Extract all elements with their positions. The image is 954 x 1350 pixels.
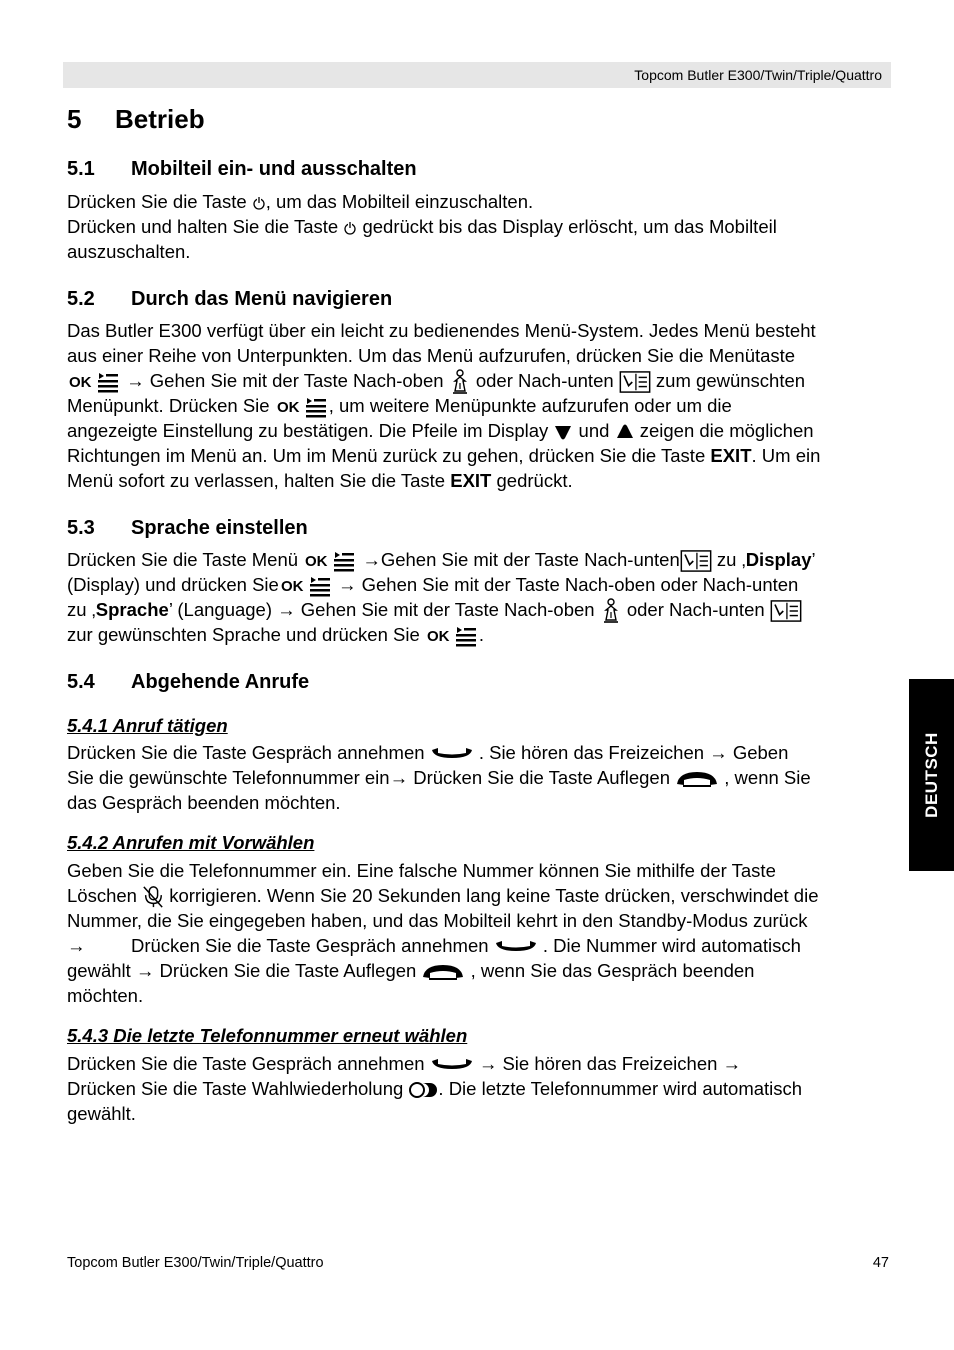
text-run: Richtungen im Menü an. Um im Menü zurück zu gehen, drücken Sie die Taste bbox=[67, 445, 711, 466]
text-run: Menü sofort zu verlassen, halten Sie die Taste bbox=[67, 470, 451, 491]
text-run: auszuschalten. bbox=[67, 241, 191, 262]
text-run: Nummer, die Sie eingegeben haben, und das Mobilteil kehrt in den Standby-Modus zurück bbox=[67, 910, 808, 931]
text-run: , wenn Sie das Gespräch beenden bbox=[465, 960, 755, 981]
subsection-5-4-2-heading: 5.4.2 Anrufen mit Vorwählen bbox=[67, 832, 315, 853]
text-run: ’ bbox=[811, 549, 816, 570]
section-5-3-heading bbox=[67, 517, 308, 540]
text-run: gedrückt. bbox=[491, 470, 573, 491]
subsection-5-4-1-heading: 5.4.1 Anruf tätigen bbox=[67, 715, 228, 736]
text-run: gedrückt bis das Display erlöscht, um das Mobilteil bbox=[357, 216, 777, 237]
text-run: oder Nach-unten bbox=[470, 370, 619, 391]
section-title: Mobilteil ein- und ausschalten bbox=[131, 158, 417, 180]
subsection-5-4-3-text bbox=[67, 1051, 889, 1126]
text-run: ’ (Language) → Gehen Sie mit der Taste Nach-oben bbox=[168, 599, 600, 620]
text-run: . Die Nummer wird automatisch bbox=[537, 935, 801, 956]
text-run: Geben Sie die Telefonnummer ein. Eine falsche Nummer können Sie mithilfe der Taste bbox=[67, 860, 776, 881]
ok-menu-icon bbox=[425, 624, 479, 648]
text-run: → Sie hören das Freizeichen → bbox=[473, 1053, 742, 1074]
up-key-icon bbox=[449, 369, 471, 395]
subsection-5-4-1-text bbox=[67, 740, 889, 815]
text-run: das Gespräch beenden möchten. bbox=[67, 792, 341, 813]
section-number: 5.2 bbox=[67, 288, 95, 310]
text-run: möchten. bbox=[67, 985, 144, 1006]
text-run: Drücken und halten Sie die Taste bbox=[67, 216, 344, 237]
arrow-up-icon bbox=[615, 422, 635, 442]
text-run: zur gewünschten Sprache und drücken Sie bbox=[67, 624, 425, 645]
text-run: →Gehen Sie mit der Taste Nach-unten bbox=[357, 549, 680, 570]
section-5-2-heading bbox=[67, 288, 392, 311]
hang-up-icon bbox=[421, 963, 465, 981]
page-number: 47 bbox=[872, 1255, 889, 1271]
text-run: oder Nach-unten bbox=[621, 599, 770, 620]
text-run: (Display) und drücken Sie bbox=[67, 574, 279, 595]
section-number: 5.4 bbox=[67, 671, 95, 693]
text-run: Das Butler E300 verfügt über ein leicht zu bedienendes Menü-System. Jedes Menü besteht bbox=[67, 320, 816, 341]
text-run: . Die letzte Telefonnummer wird automatisch bbox=[438, 1078, 803, 1099]
text-run: und bbox=[573, 420, 615, 441]
text-run: , wenn Sie bbox=[719, 767, 811, 788]
down-key-icon bbox=[619, 371, 651, 393]
text-run: Drücken Sie die Taste Menü bbox=[67, 549, 304, 570]
ok-menu-icon bbox=[303, 549, 357, 573]
answer-call-icon bbox=[430, 1057, 474, 1073]
chapter-number: 5 bbox=[67, 104, 82, 134]
menu-option-label: Display bbox=[745, 549, 812, 570]
side-tab-label: DEUTSCH bbox=[921, 732, 941, 818]
subsection-5-4-3-heading: 5.4.3 Die letzte Telefonnummer erneut wählen bbox=[67, 1025, 468, 1046]
text-run: Löschen bbox=[67, 885, 143, 906]
down-key-icon bbox=[680, 550, 712, 572]
section-5-3-text bbox=[67, 547, 889, 647]
section-5-4-heading bbox=[67, 671, 309, 694]
text-run: , um das Mobilteil einzuschalten. bbox=[265, 191, 534, 212]
text-run: → Gehen Sie mit der Taste Nach-oben oder Nach-unten bbox=[332, 574, 799, 595]
section-title: Sprache einstellen bbox=[131, 517, 308, 539]
text-run: zu ‚ bbox=[711, 549, 746, 570]
header-text: Topcom Butler E300/Twin/Triple/Quattro bbox=[634, 67, 882, 83]
chapter-title-text: Betrieb bbox=[115, 104, 205, 134]
down-key-icon bbox=[770, 600, 802, 622]
language-side-tab bbox=[909, 679, 954, 871]
text-run: gewählt. bbox=[67, 1103, 136, 1124]
arrow-down-icon bbox=[553, 422, 573, 442]
hang-up-icon bbox=[675, 770, 719, 788]
text-run: → bbox=[67, 935, 86, 956]
section-5-1-heading bbox=[67, 158, 417, 181]
page-header bbox=[63, 62, 891, 88]
text-run: angezeigte Einstellung zu bestätigen. Die Pfeile im Display bbox=[67, 420, 554, 441]
power-icon bbox=[252, 196, 266, 210]
section-5-1-text bbox=[67, 189, 889, 264]
text-run: aus einer Reihe von Unterpunkten. Um das Menü aufzurufen, drücken Sie die Menütaste bbox=[67, 345, 796, 366]
ok-menu-icon bbox=[279, 574, 333, 598]
clear-key-icon bbox=[142, 885, 164, 909]
text-run: → Gehen Sie mit der Taste Nach-oben bbox=[121, 370, 449, 391]
text-run: zum gewünschten bbox=[650, 370, 806, 391]
text-run: . Sie hören das Freizeichen → Geben bbox=[473, 742, 789, 763]
text-run: Sie die gewünschte Telefonnummer ein→ Drücken Sie die Taste Auflegen bbox=[67, 767, 676, 788]
text-run: Drücken Sie die Taste Gespräch annehmen bbox=[67, 742, 430, 763]
answer-call-icon bbox=[430, 746, 474, 762]
text-run: zu ‚ bbox=[67, 599, 96, 620]
text-run: . Um ein bbox=[751, 445, 821, 466]
section-title: Durch das Menü navigieren bbox=[131, 288, 393, 310]
menu-option-label: Sprache bbox=[95, 599, 169, 620]
text-run: . bbox=[478, 624, 485, 645]
answer-call-icon bbox=[494, 939, 538, 955]
text-run: Drücken Sie die Taste Gespräch annehmen bbox=[131, 935, 494, 956]
text-run: Drücken Sie die Taste Wahlwiederholung bbox=[67, 1078, 409, 1099]
text-run: Drücken Sie die Taste Gespräch annehmen bbox=[67, 1053, 430, 1074]
section-5-2-text bbox=[67, 318, 889, 493]
redial-icon bbox=[408, 1080, 438, 1100]
text-run: zeigen die möglichen bbox=[634, 420, 814, 441]
subsection-5-4-2-text bbox=[67, 858, 889, 1008]
power-icon bbox=[343, 221, 357, 235]
section-number: 5.1 bbox=[67, 158, 95, 180]
section-title: Abgehende Anrufe bbox=[131, 671, 310, 693]
ok-menu-icon bbox=[67, 370, 121, 394]
footer-text: Topcom Butler E300/Twin/Triple/Quattro bbox=[67, 1255, 324, 1271]
text-run: Menüpunkt. Drücken Sie bbox=[67, 395, 275, 416]
text-run: Drücken Sie die Taste bbox=[67, 191, 252, 212]
up-key-icon bbox=[600, 598, 622, 624]
text-run: , um weitere Menüpunkte aufzurufen oder um die bbox=[328, 395, 732, 416]
chapter-title bbox=[67, 104, 205, 135]
text-run: korrigieren. Wenn Sie 20 Sekunden lang keine Taste drücken, verschwindet die bbox=[164, 885, 819, 906]
ok-menu-icon bbox=[275, 395, 329, 419]
exit-key-label: EXIT bbox=[710, 445, 752, 466]
text-run: gewählt → Drücken Sie die Taste Auflegen bbox=[67, 960, 422, 981]
exit-key-label: EXIT bbox=[450, 470, 492, 491]
section-number: 5.3 bbox=[67, 517, 95, 539]
